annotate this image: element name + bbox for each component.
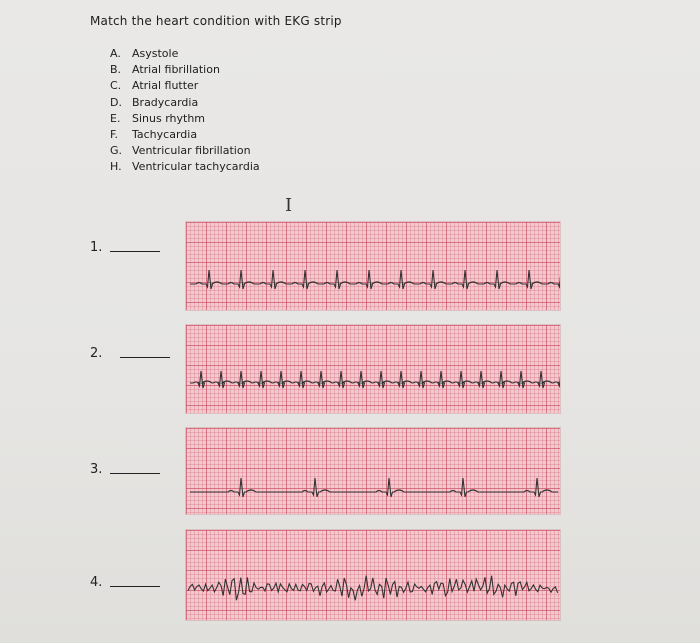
ekg-strip-2 <box>186 325 560 413</box>
ekg-strip-4 <box>186 530 560 620</box>
option-item: C. Atrial flutter <box>110 79 199 93</box>
ekg-trace-1 <box>186 222 560 310</box>
option-item: B. Atrial fibrillation <box>110 63 220 77</box>
option-item: E. Sinus rhythm <box>110 111 206 125</box>
answer-blank-3[interactable]: 3. <box>90 462 160 477</box>
option-item: D. Bradycardia <box>110 95 199 109</box>
option-item: H. Ventricular tachycardia <box>110 160 260 174</box>
options-list <box>110 46 260 176</box>
option-item: G. Ventricular fibrillation <box>110 144 251 158</box>
option-item: F. Tachycardia <box>110 128 198 142</box>
ekg-trace-3 <box>186 428 560 514</box>
answer-blank-2[interactable]: 2. <box>90 346 170 361</box>
text-cursor-icon: I <box>285 195 293 216</box>
ekg-trace-4 <box>186 530 560 620</box>
option-item: A. Asystole <box>110 47 179 60</box>
page-title: Match the heart condition with EKG strip <box>90 14 342 28</box>
ekg-strip-3 <box>186 428 560 514</box>
answer-blank-4[interactable]: 4. <box>90 575 160 590</box>
ekg-trace-2 <box>186 325 560 413</box>
ekg-strip-1 <box>186 222 560 310</box>
answer-blank-1[interactable]: 1. <box>90 240 160 255</box>
